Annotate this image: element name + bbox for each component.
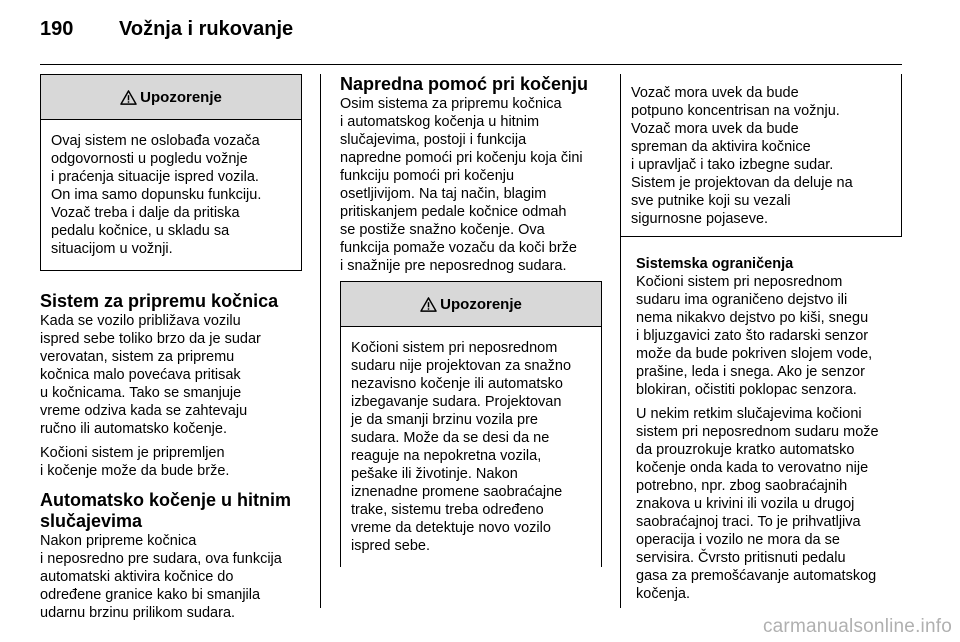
- paragraph: Nakon pripreme kočnica i neposredno pre sudara, ova funkcija automatski aktivira kočnice do određene granice kako bi smanjila udarnu brzinu prilikom sudara.: [40, 533, 282, 621]
- warning-triangle-icon: [120, 90, 137, 105]
- paragraph: Kočioni sistem pri neposrednom sudaru ima ograničeno dejstvo ili nema nikakvo dejstvo po kiši, snegu i bljuzgavici zato što radarski senzor može da bude pokriven slojem vode, prašine, leda i snega. Ako je senzor blokiran, očistiti poklopac senzora.: [636, 274, 873, 398]
- warning-header: [41, 75, 301, 120]
- warning-box: [40, 74, 302, 271]
- warning-triangle-icon: [420, 297, 437, 312]
- column-divider-1: [320, 74, 321, 608]
- warning-text: Ovaj sistem ne oslobađa vozača odgovornosti u pogledu vožnje i praćenja situacije ispred vozila. On ima samo dopunsku funkciju. Vozač treba i dalje da pritiska pedalu kočnice, u skladu sa situacijom u vožnji.: [51, 133, 262, 257]
- section-heading: Sistemska ograničenja: [636, 256, 794, 272]
- page-number: 190: [40, 18, 74, 40]
- paragraph: U nekim retkim slučajevima kočioni sistem pri neposrednom sudaru može da prouzrokuje kratko automatsko kočenje onda kada to verovatno nije potrebno, npr. zbog saobraćajnih znakova u krivini ili vozila u drugoj saobraćajnoj traci. To je prihvatljiva operacija i vozilo ne mora da se servisira. Čvrsto pritisnuti pedalu gasa za premošćavanje automatskog kočenja.: [636, 406, 879, 602]
- paragraph: Kočioni sistem je pripremljen i kočenje može da bude brže.: [40, 445, 230, 479]
- chapter-title: Vožnja i rukovanje: [119, 18, 294, 40]
- warning-text: Kočioni sistem pri neposrednom sudaru nije projektovan za snažno nezavisno kočenje ili automatsko izbegavanje sudara. Projektovan je da smanji brzinu vozila pre sudara. Može da se desi da ne reaguje na nepokretna vozila, pešake ili životinje. Nakon iznenadne promene saobraćajne trake, sistemu treba određeno vreme da detektuje novo vozilo ispred sebe.: [351, 340, 572, 554]
- paragraph: Osim sistema za pripremu kočnica i automatskog kočenja u hitnim slučajevima, postoji i funkcija napredne pomoći pri kočenju koja čini funkciju pomoći pri kočenju osetljivijom. Na taj način, blagim pritiskanjem pedale kočnice odmah se postiže snažno kočenje. Ova funkcija pomaže vozaču da koči brže i snažnije pre neposrednog sudara.: [340, 96, 583, 274]
- section-heading: Napredna pomoć pri kočenju: [340, 74, 589, 94]
- column-1: [40, 74, 302, 628]
- warning-box: [340, 281, 602, 567]
- section-heading: Automatsko kočenje u hitnim slučajevima: [40, 490, 292, 531]
- warning-title: Upozorenje: [140, 88, 222, 106]
- page-header: [40, 16, 902, 65]
- warning-title: Upozorenje: [440, 295, 522, 313]
- watermark: carmanualsonline.info: [762, 616, 952, 637]
- column-3: [620, 74, 902, 609]
- paragraph: Kada se vozilo približava vozilu ispred sebe toliko brzo da je sudar verovatan, sistem za pripremu kočnica malo povećava pritisak u kočnicama. Tako se smanjuje vreme odziva kada se zahtevaju ručno ili automatsko kočenje.: [40, 313, 261, 437]
- column-2: [340, 74, 602, 567]
- section-heading: Sistem za pripremu kočnica: [40, 291, 279, 311]
- warning-header: [341, 282, 601, 327]
- warning-continuation: Vozač mora uvek da bude potpuno koncentrisan na vožnju. Vozač mora uvek da bude spreman da aktivira kočnice i upravljač i tako izbegne sudar. Sistem je projektovan da deluje na sve putnike koji su vezali sigurnosne pojaseve.: [620, 74, 902, 237]
